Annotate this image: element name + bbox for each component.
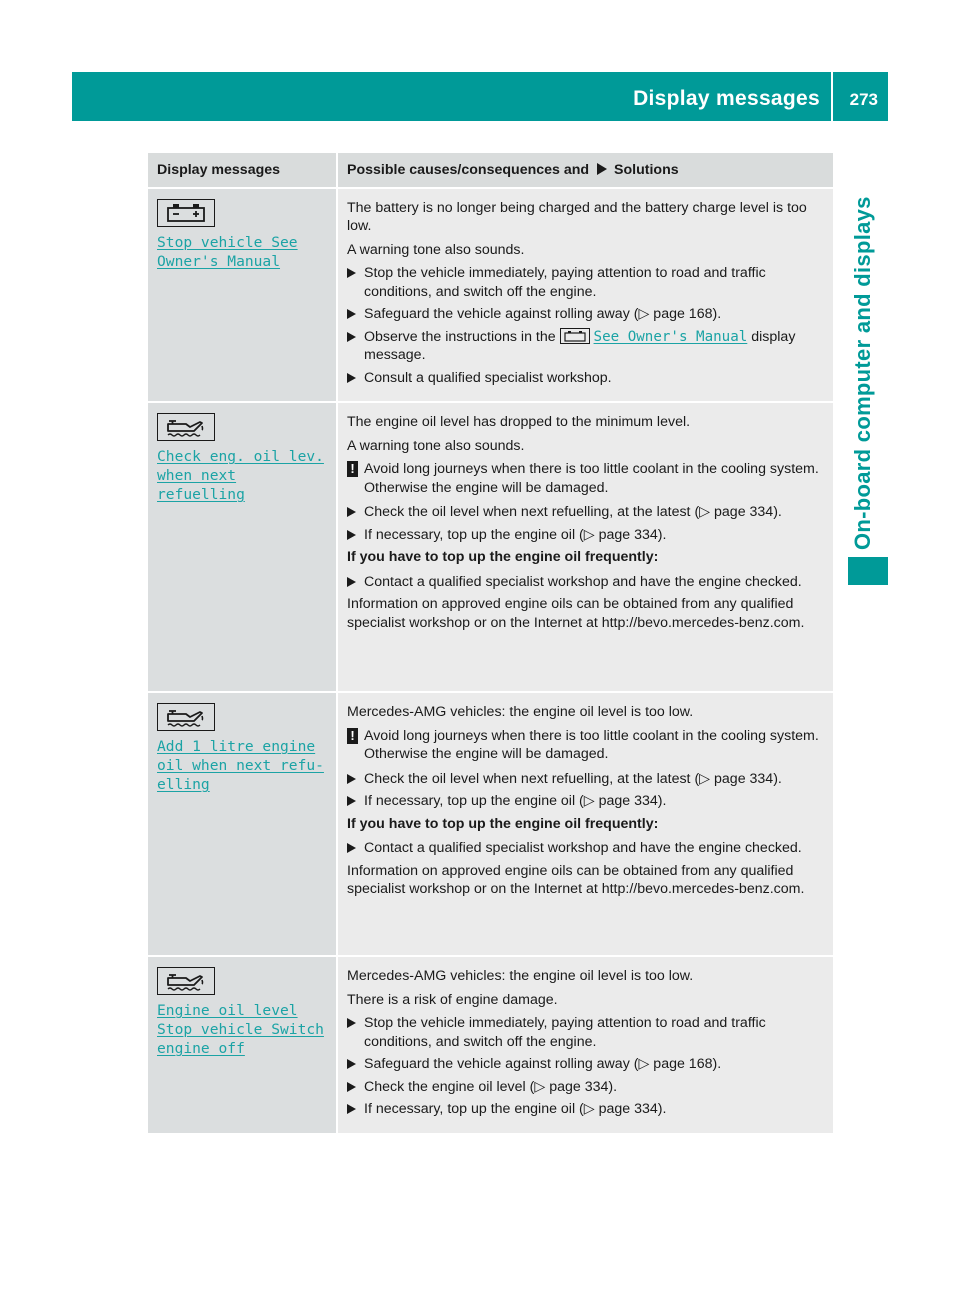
message-cell bbox=[148, 692, 337, 956]
step-arrow-icon bbox=[347, 530, 356, 540]
solution-step bbox=[347, 526, 825, 545]
step-arrow-icon bbox=[347, 1059, 356, 1069]
step-arrow-icon bbox=[347, 373, 356, 383]
solution-step bbox=[347, 792, 825, 811]
cause-text: The battery is no longer being charged and the battery charge level is too low. bbox=[347, 199, 807, 234]
warning-icon: ! bbox=[347, 728, 358, 744]
message-cell bbox=[148, 188, 337, 403]
subheading: If you have to top up the engine oil frequently: bbox=[347, 815, 659, 832]
page-number: 273 bbox=[849, 90, 878, 109]
step-arrow-icon bbox=[347, 577, 356, 587]
table-row bbox=[148, 188, 833, 403]
col-header-solutions-label: Solutions bbox=[614, 162, 679, 178]
step-text: If necessary, top up the engine oil (▷ page 334). bbox=[364, 526, 667, 543]
message-cell bbox=[148, 956, 337, 1134]
battery-icon bbox=[560, 328, 590, 344]
solution-step bbox=[347, 264, 825, 301]
step-text: If necessary, top up the engine oil (▷ page 334). bbox=[364, 793, 667, 809]
col-header-display-messages: Display messages bbox=[148, 153, 337, 188]
step-text: Stop the vehicle immediately, paying attention to road and traffic conditions, and switch off the engine. bbox=[364, 1015, 766, 1050]
warning-text: Avoid long journeys when there is too little coolant in the cooling system. Otherwise the engine will be damaged. bbox=[364, 727, 819, 762]
solution-step bbox=[347, 573, 825, 592]
table-row bbox=[148, 956, 833, 1134]
solutions-cell bbox=[337, 402, 833, 692]
step-arrow-icon bbox=[347, 843, 356, 853]
solution-step bbox=[347, 1100, 825, 1119]
table-row bbox=[148, 692, 833, 956]
oil-can-icon bbox=[157, 703, 215, 731]
cause-text: Mercedes-AMG vehicles: the engine oil level is too low. bbox=[347, 968, 694, 984]
solutions-arrow-icon bbox=[597, 163, 607, 175]
info-text: Information on approved engine oils can be obtained from any qualified specialist workshop or on the Internet at http://bevo.mercedes-benz.com. bbox=[347, 862, 805, 897]
step-arrow-icon bbox=[347, 268, 356, 278]
solutions-cell bbox=[337, 692, 833, 956]
display-messages-table bbox=[148, 153, 833, 1135]
display-message-text: Stop vehicle See Owner's Manual bbox=[157, 233, 298, 270]
cause-text: A warning tone also sounds. bbox=[347, 241, 525, 258]
display-message-ref: See Owner's Manual bbox=[593, 328, 748, 345]
solution-step bbox=[347, 1014, 825, 1051]
oil-can-icon bbox=[157, 967, 215, 995]
display-message-text: Engine oil level Stop vehicle Switch engine off bbox=[157, 1002, 324, 1057]
step-arrow-icon bbox=[347, 309, 356, 319]
solution-step bbox=[347, 503, 825, 522]
warning-note bbox=[347, 460, 825, 497]
cause-text: A warning tone also sounds. bbox=[347, 437, 525, 454]
step-text: Safeguard the vehicle against rolling away (▷ page 168). bbox=[364, 306, 722, 322]
message-cell bbox=[148, 402, 337, 692]
table-header-row bbox=[148, 153, 833, 188]
solution-step bbox=[347, 305, 825, 324]
display-message-text: Add 1 litre engine oil when next refu‐ elling bbox=[157, 738, 324, 793]
solution-step bbox=[347, 839, 825, 858]
step-text: Check the oil level when next refuelling, at the latest (▷ page 334). bbox=[364, 504, 782, 520]
battery-icon bbox=[157, 199, 215, 227]
step-text: display message. bbox=[364, 328, 796, 363]
step-arrow-icon bbox=[347, 1018, 356, 1028]
step-text: Contact a qualified specialist workshop and have the engine checked. bbox=[364, 840, 802, 856]
section-tab-marker bbox=[848, 557, 888, 585]
step-arrow-icon bbox=[347, 332, 356, 342]
solution-step bbox=[347, 1055, 825, 1074]
warning-note bbox=[347, 727, 825, 764]
step-text: Check the engine oil level (▷ page 334). bbox=[364, 1078, 618, 1095]
solutions-cell bbox=[337, 956, 833, 1134]
step-text: If necessary, top up the engine oil (▷ page 334). bbox=[364, 1101, 667, 1117]
info-text: Information on approved engine oils can be obtained from any qualified specialist workshop or on the Internet at http://bevo.mercedes-benz.com. bbox=[347, 596, 805, 631]
step-text: Consult a qualified specialist workshop. bbox=[364, 369, 612, 386]
header-bar bbox=[72, 72, 888, 121]
step-arrow-icon bbox=[347, 774, 356, 784]
solutions-cell bbox=[337, 188, 833, 403]
step-text: Check the oil level when next refuelling, at the latest (▷ page 334). bbox=[364, 770, 782, 787]
cause-text: The engine oil level has dropped to the minimum level. bbox=[347, 414, 691, 430]
col-header-solutions bbox=[337, 153, 833, 188]
display-message-text: Check eng. oil lev. when next refuelling bbox=[157, 448, 324, 503]
cause-text: Mercedes-AMG vehicles: the engine oil level is too low. bbox=[347, 704, 694, 720]
oil-can-icon bbox=[157, 413, 215, 441]
solution-step bbox=[347, 328, 825, 365]
solution-step bbox=[347, 1078, 825, 1097]
warning-icon: ! bbox=[347, 461, 358, 477]
step-text: Stop the vehicle immediately, paying attention to road and traffic conditions, and switch off the engine. bbox=[364, 265, 766, 300]
step-arrow-icon bbox=[347, 1082, 356, 1092]
section-side-label: On-board computer and displays bbox=[850, 196, 875, 550]
solution-step bbox=[347, 770, 825, 789]
header-divider bbox=[831, 72, 833, 121]
step-text: Observe the instructions in the bbox=[364, 328, 556, 345]
col-header-causes: Possible causes/consequences and bbox=[347, 162, 590, 178]
step-arrow-icon bbox=[347, 507, 356, 517]
page-title: Display messages bbox=[633, 87, 820, 110]
warning-text: Avoid long journeys when there is too little coolant in the cooling system. Otherwise the engine will be damaged. bbox=[364, 461, 819, 496]
table-row bbox=[148, 402, 833, 692]
subheading: If you have to top up the engine oil frequently: bbox=[347, 549, 659, 565]
step-text: Safeguard the vehicle against rolling away (▷ page 168). bbox=[364, 1056, 722, 1072]
solution-step bbox=[347, 369, 825, 388]
step-arrow-icon bbox=[347, 1104, 356, 1114]
step-arrow-icon bbox=[347, 796, 356, 806]
cause-text: There is a risk of engine damage. bbox=[347, 991, 558, 1008]
step-text: Contact a qualified specialist workshop and have the engine checked. bbox=[364, 573, 802, 590]
